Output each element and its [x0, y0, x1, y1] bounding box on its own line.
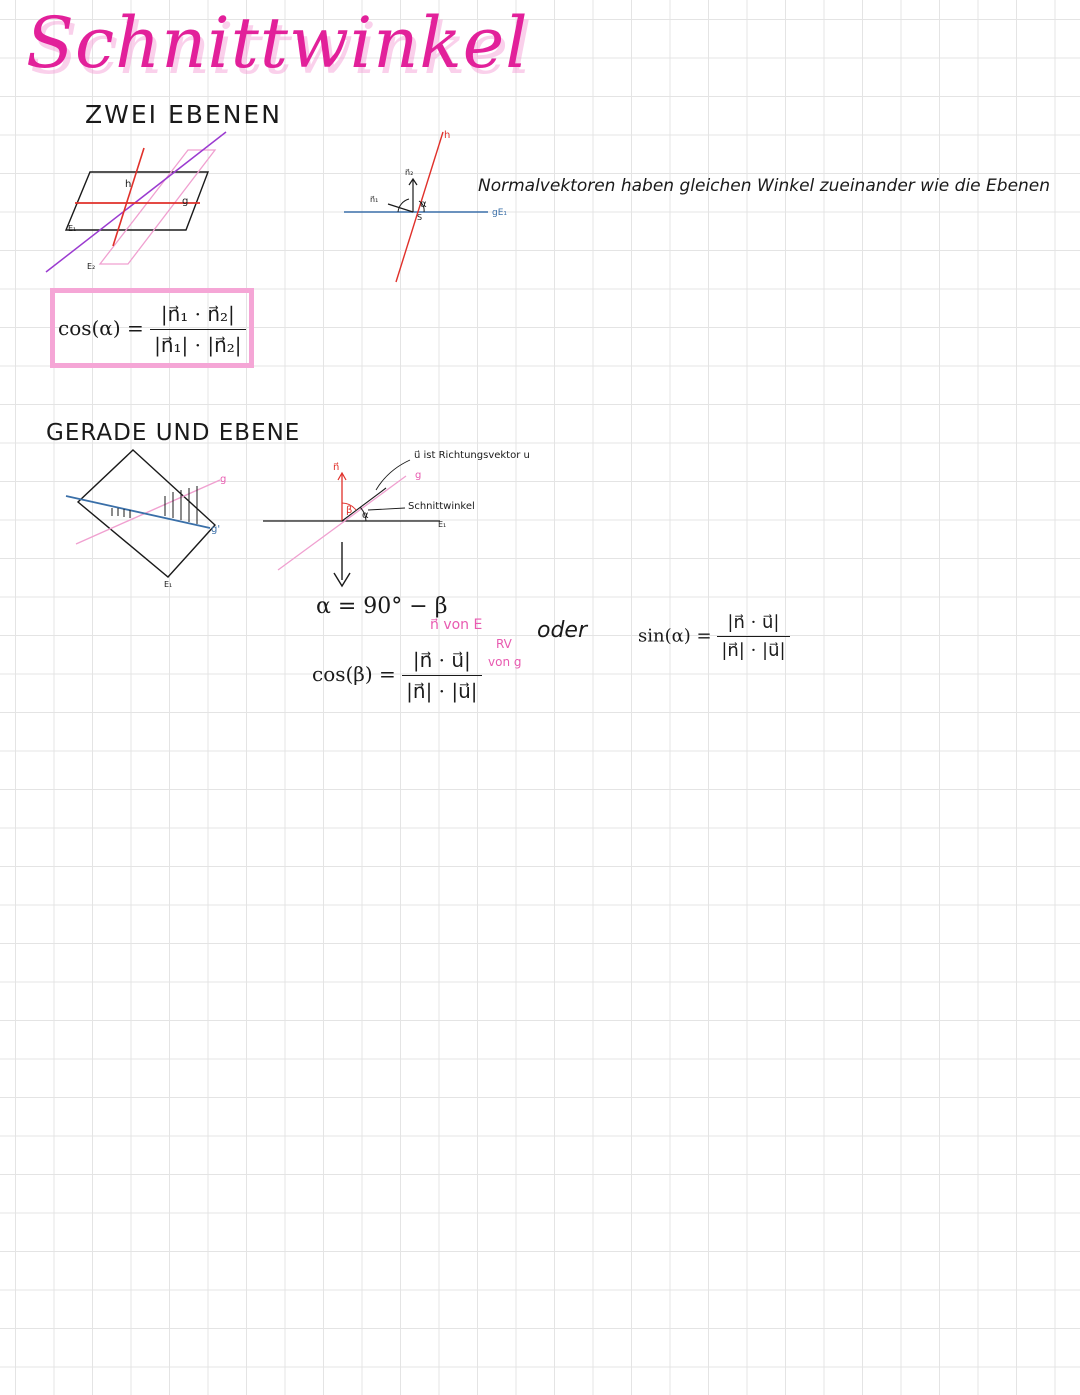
label-n1-vector: n⃗₁ [370, 195, 379, 204]
section-heading-gerade-und-ebene: GERADE UND EBENE [46, 420, 301, 446]
two-planes-diagram [40, 128, 240, 278]
normals-note: Normalvektoren haben gleichen Winkel zueinander wie die Ebenen [478, 176, 1051, 196]
label-e1-line-plane: E₁ [164, 580, 173, 589]
formula-cos-beta-denominator: |n⃗| · |u⃗| [406, 679, 478, 703]
label-alpha-normals: α [420, 199, 427, 210]
formula-alpha: α = 90° − β [316, 594, 448, 619]
annotation-rv: RV [496, 637, 512, 651]
label-h: h [125, 179, 132, 190]
formula-cos-beta-fraction [402, 648, 481, 703]
label-e1: E₁ [68, 224, 77, 233]
formula-sin-alpha-numerator: |n⃗ · u⃗| [717, 612, 789, 637]
label-e2: E₂ [87, 262, 96, 271]
annotation-von-g: von g [488, 655, 522, 669]
label-h-normals: h [444, 130, 451, 141]
angle-diagram [260, 450, 460, 600]
label-beta: β [346, 505, 353, 516]
label-g: g [182, 196, 189, 207]
formula-sin-alpha-lhs: sin(α) = [638, 625, 712, 647]
annotation-n-von-e: n⃗ von E [430, 617, 483, 633]
label-u-direction-note: u⃗ ist Richtungsvektor u [414, 450, 530, 461]
formula-fraction [150, 302, 245, 357]
formula-cos-beta-lhs: cos(β) = [312, 662, 396, 686]
formula-cos-beta-numerator: |n⃗ · u⃗| [402, 648, 481, 676]
formula-lhs: cos(α) = [58, 316, 144, 340]
formula-numerator: |n⃗₁ · n⃗₂| [150, 302, 245, 330]
label-schnittwinkel: Schnittwinkel [408, 501, 475, 512]
section-heading-zwei-ebenen: ZWEI EBENEN [85, 100, 282, 129]
oder-text: oder [537, 618, 588, 643]
formula-sin-alpha-denominator: |n⃗| · |u⃗| [721, 640, 786, 661]
formula-sin-alpha [638, 612, 790, 661]
formula-sin-alpha-fraction [717, 612, 789, 661]
label-n2-vector: n⃗₂ [405, 168, 414, 177]
page-title: Schnittwinkel [26, 2, 529, 84]
label-g-line: g [220, 474, 227, 485]
label-n-vector: n⃗ [333, 462, 340, 473]
label-g-pink: g [415, 470, 422, 481]
label-e1-angle: E₁ [438, 520, 447, 529]
label-g-e1: gE₁ [492, 208, 508, 218]
formula-cos-alpha-planes [58, 302, 246, 357]
label-s: S [417, 213, 423, 222]
label-g-prime: g' [211, 524, 221, 535]
formula-denominator: |n⃗₁| · |n⃗₂| [154, 333, 242, 357]
label-alpha: α [362, 510, 369, 521]
formula-cos-beta [312, 648, 482, 703]
line-plane-diagram [60, 440, 250, 590]
